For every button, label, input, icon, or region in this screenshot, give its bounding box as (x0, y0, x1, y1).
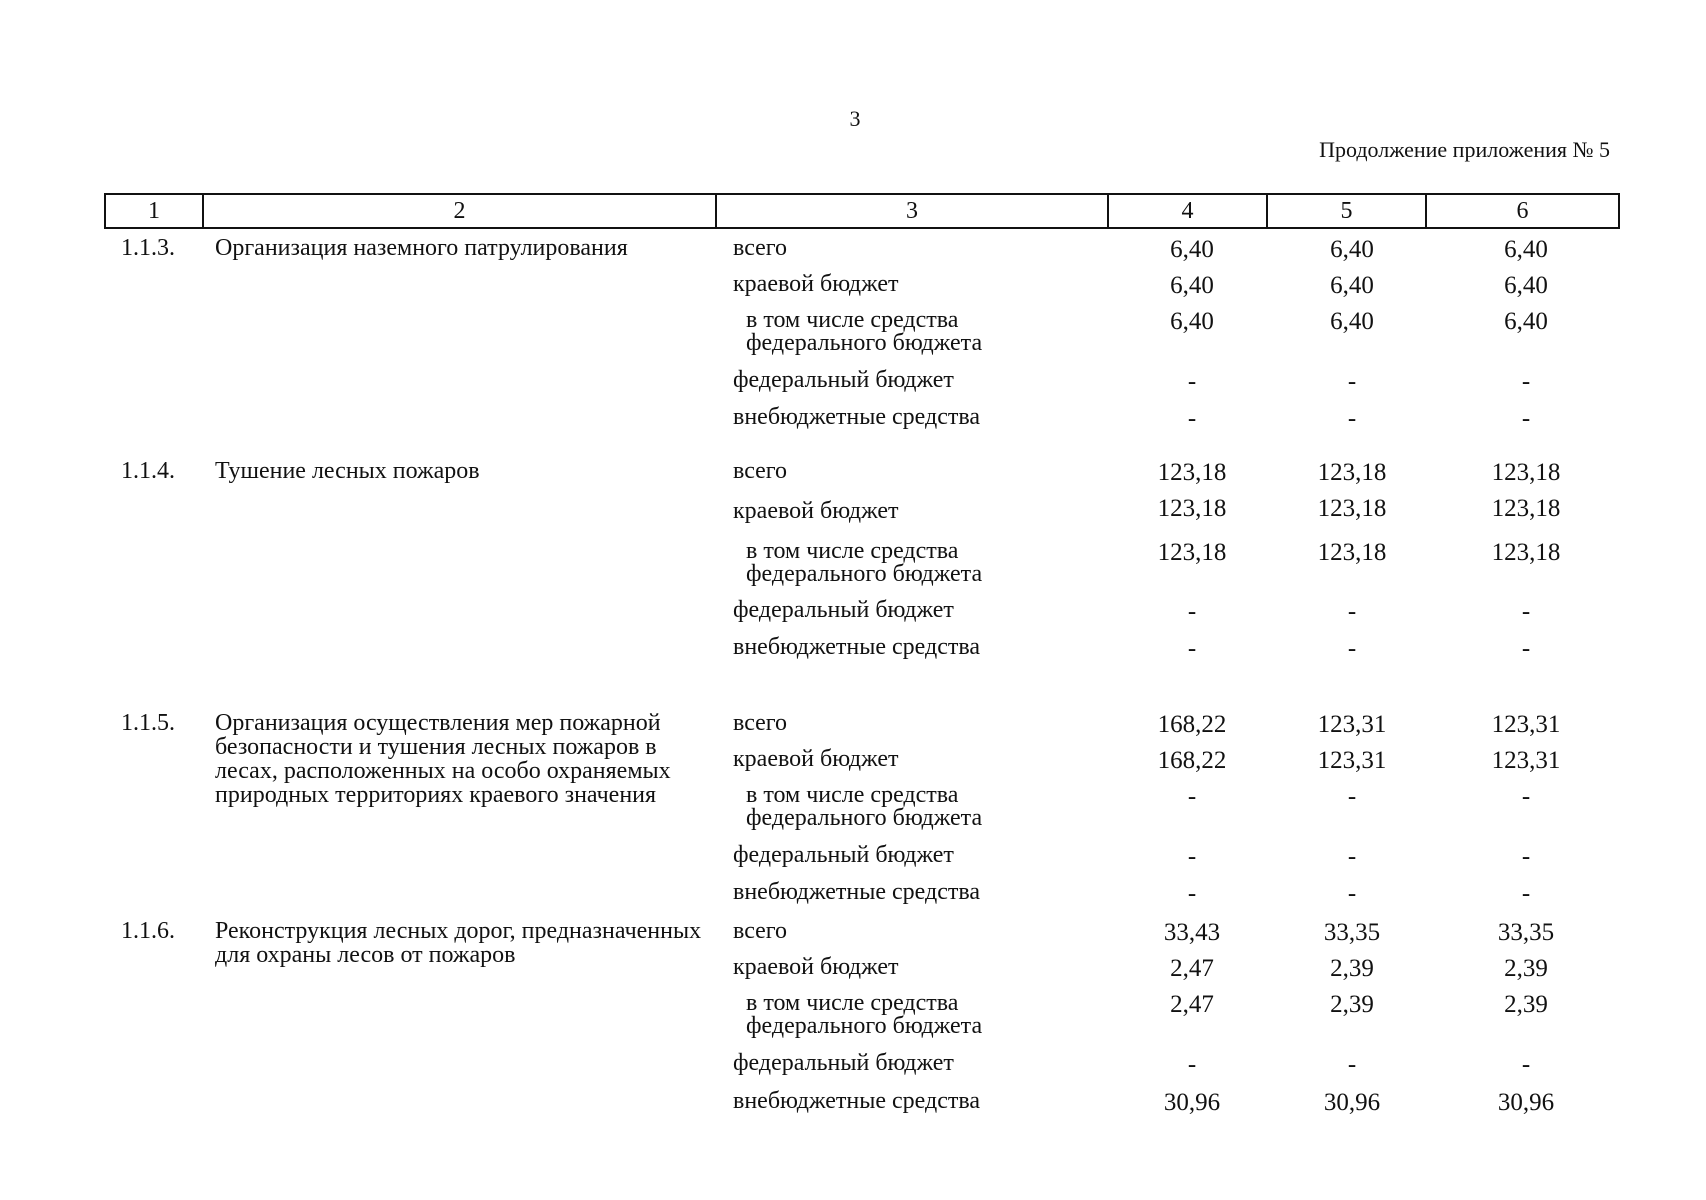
value-col-5: 33,35 (1323, 919, 1381, 946)
source-label: внебюджетные средства (733, 634, 980, 660)
value-col-4: 2,47 (1170, 955, 1214, 982)
value-col-5: 6,40 (1330, 236, 1374, 263)
value-col-4: - (1187, 598, 1197, 625)
value-col-4: 6,40 (1170, 272, 1214, 299)
value-col-6: 123,18 (1491, 459, 1561, 486)
value-col-6: - (1521, 843, 1531, 870)
source-label: внебюджетные средства (733, 404, 980, 430)
source-label: всего (733, 458, 788, 484)
value-col-5: 2,39 (1330, 955, 1374, 982)
value-col-4: - (1187, 783, 1197, 810)
value-col-6: - (1521, 598, 1531, 625)
value-col-6: 6,40 (1504, 272, 1548, 299)
row-code: 1.1.5. (121, 710, 175, 736)
value-col-6: 123,18 (1491, 495, 1561, 522)
value-col-4: - (1187, 880, 1197, 907)
source-label: краевой бюджет (733, 746, 899, 772)
source-label: в том числе средства федерального бюджета (746, 307, 983, 356)
value-col-4: 33,43 (1163, 919, 1221, 946)
value-col-6: 2,39 (1504, 955, 1548, 982)
source-label: внебюджетные средства (733, 879, 980, 905)
header-col-2: 2 (203, 194, 716, 228)
header-col-6: 6 (1426, 194, 1619, 228)
value-col-6: 33,35 (1497, 919, 1555, 946)
source-label: внебюджетные средства (733, 1088, 980, 1114)
value-col-6: 123,18 (1491, 539, 1561, 566)
value-col-6: 6,40 (1504, 308, 1548, 335)
row-code: 1.1.3. (121, 235, 175, 261)
source-label: краевой бюджет (733, 271, 899, 297)
header-col-5: 5 (1267, 194, 1426, 228)
page-number: 3 (849, 106, 861, 131)
row-code: 1.1.4. (121, 458, 175, 484)
value-col-5: - (1347, 843, 1357, 870)
value-col-6: - (1521, 635, 1531, 662)
value-col-4: - (1187, 843, 1197, 870)
value-col-5: - (1347, 880, 1357, 907)
value-col-5: - (1347, 405, 1357, 432)
value-col-4: 6,40 (1170, 236, 1214, 263)
value-col-4: 168,22 (1157, 711, 1227, 738)
header-col-4: 4 (1108, 194, 1267, 228)
value-col-5: - (1347, 635, 1357, 662)
value-col-4: - (1187, 1051, 1197, 1078)
value-col-4: 6,40 (1170, 308, 1214, 335)
source-label: всего (733, 918, 788, 944)
value-col-5: 123,18 (1317, 459, 1387, 486)
source-label: федеральный бюджет (733, 842, 954, 868)
value-col-4: 30,96 (1163, 1089, 1221, 1116)
value-col-5: 123,31 (1317, 747, 1387, 774)
value-col-6: - (1521, 1051, 1531, 1078)
value-col-6: 123,31 (1491, 711, 1561, 738)
value-col-4: - (1187, 405, 1197, 432)
source-label: краевой бюджет (733, 954, 899, 980)
value-col-6: - (1521, 783, 1531, 810)
value-col-6: 2,39 (1504, 991, 1548, 1018)
row-name: Организация осуществления мер пожарной безопасности и тушения лесных пожаров в лесах, расположенных на особо охраняемых природных территориях краевого значения (215, 710, 671, 808)
value-col-4: 123,18 (1157, 539, 1227, 566)
value-col-5: 123,31 (1317, 711, 1387, 738)
value-col-5: - (1347, 1051, 1357, 1078)
value-col-6: - (1521, 368, 1531, 395)
source-label: всего (733, 235, 788, 261)
value-col-4: 123,18 (1157, 495, 1227, 522)
value-col-5: - (1347, 598, 1357, 625)
value-col-5: 6,40 (1330, 272, 1374, 299)
row-name: Тушение лесных пожаров (215, 458, 480, 484)
value-col-6: 30,96 (1497, 1089, 1555, 1116)
row-code: 1.1.6. (121, 918, 175, 944)
value-col-6: 6,40 (1504, 236, 1548, 263)
annex-continuation-label: Продолжение приложения № 5 (1319, 137, 1610, 162)
value-col-5: - (1347, 783, 1357, 810)
source-label: в том числе средства федерального бюджета (746, 782, 983, 831)
source-label: всего (733, 710, 788, 736)
value-col-4: - (1187, 368, 1197, 395)
value-col-5: 2,39 (1330, 991, 1374, 1018)
source-label: федеральный бюджет (733, 1050, 954, 1076)
row-name: Организация наземного патрулирования (215, 235, 628, 261)
value-col-5: 123,18 (1317, 495, 1387, 522)
value-col-6: 123,31 (1491, 747, 1561, 774)
value-col-5: - (1347, 368, 1357, 395)
value-col-5: 6,40 (1330, 308, 1374, 335)
row-name: Реконструкция лесных дорог, предназначенных для охраны лесов от пожаров (215, 918, 702, 968)
source-label: в том числе средства федерального бюджета (746, 990, 983, 1039)
source-label: федеральный бюджет (733, 597, 954, 623)
header-col-3: 3 (716, 194, 1108, 228)
value-col-5: 30,96 (1323, 1089, 1381, 1116)
value-col-4: 2,47 (1170, 991, 1214, 1018)
value-col-6: - (1521, 880, 1531, 907)
source-label: федеральный бюджет (733, 367, 954, 393)
value-col-6: - (1521, 405, 1531, 432)
source-label: в том числе средства федерального бюджета (746, 538, 983, 587)
header-col-1: 1 (105, 194, 203, 228)
value-col-5: 123,18 (1317, 539, 1387, 566)
value-col-4: 123,18 (1157, 459, 1227, 486)
value-col-4: - (1187, 635, 1197, 662)
source-label: краевой бюджет (733, 498, 899, 524)
value-col-4: 168,22 (1157, 747, 1227, 774)
